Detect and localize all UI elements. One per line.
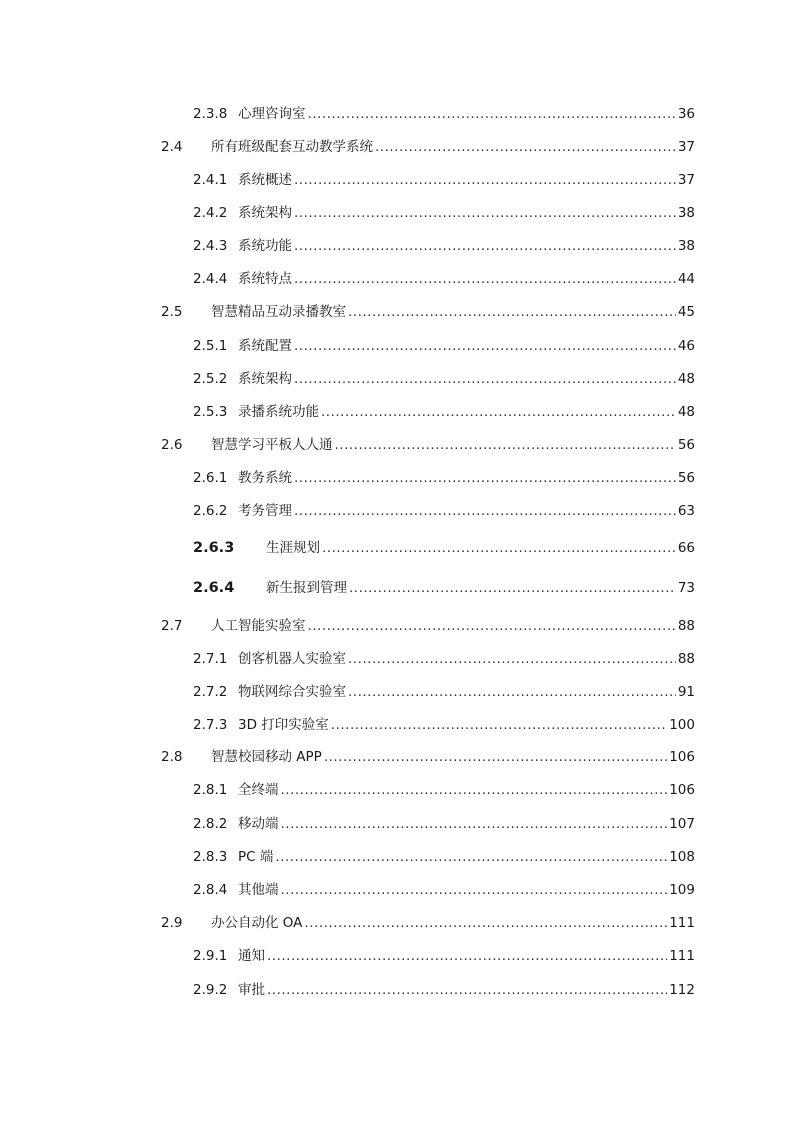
dot-leader xyxy=(294,368,676,390)
toc-entry-page: 109 xyxy=(669,882,695,898)
toc-entry-title: 心理咨询室 xyxy=(238,106,306,122)
toc-entry[interactable] xyxy=(0,467,794,489)
toc-entry[interactable] xyxy=(0,912,794,934)
toc-entry[interactable] xyxy=(0,979,794,1001)
toc-entry-number: 2.4.4 xyxy=(193,271,228,287)
toc-entry[interactable] xyxy=(0,202,794,224)
toc-entry-number: 2.7.2 xyxy=(193,684,228,700)
toc-entry[interactable] xyxy=(0,368,794,390)
dot-leader xyxy=(267,979,667,1001)
dot-leader xyxy=(304,912,667,934)
toc-entry-title: 3D 打印实验室 xyxy=(238,717,329,733)
toc-entry[interactable] xyxy=(0,268,794,290)
toc-entry-page: 73 xyxy=(677,580,695,596)
toc-entry-page: 45 xyxy=(677,304,695,320)
toc-entry-title: 所有班级配套互动教学系统 xyxy=(211,139,373,155)
dot-leader xyxy=(267,945,667,967)
toc-entry-title: 其他端 xyxy=(238,882,279,898)
toc-entry[interactable] xyxy=(0,335,794,357)
toc-entry-number: 2.4.3 xyxy=(193,238,228,254)
dot-leader xyxy=(294,169,676,191)
toc-entry-number: 2.7 xyxy=(161,618,183,634)
toc-entry[interactable] xyxy=(0,746,794,768)
toc-entry-page: 38 xyxy=(677,205,695,221)
toc-entry-title: 移动端 xyxy=(238,816,279,832)
toc-entry-title: 人工智能实验室 xyxy=(211,618,306,634)
toc-entry-page: 88 xyxy=(677,651,695,667)
toc-entry-number: 2.5.3 xyxy=(193,404,228,420)
dot-leader xyxy=(281,779,668,801)
toc-entry[interactable] xyxy=(0,103,794,125)
toc-entry-title: 生涯规划 xyxy=(266,540,320,556)
toc-entry-number: 2.8.1 xyxy=(193,782,228,798)
toc-entry-title: 系统配置 xyxy=(238,338,292,354)
toc-entry-page: 112 xyxy=(669,982,695,998)
toc-entry-title: 系统架构 xyxy=(238,205,292,221)
dot-leader xyxy=(335,434,676,456)
dot-leader xyxy=(294,202,676,224)
toc-entry[interactable] xyxy=(0,813,794,835)
toc-entry-number: 2.4 xyxy=(161,139,183,155)
toc-entry-title: 办公自动化 OA xyxy=(211,915,303,931)
dot-leader xyxy=(324,746,667,768)
toc-entry-number: 2.9.2 xyxy=(193,982,228,998)
toc-entry-page: 37 xyxy=(677,139,695,155)
toc-entry-page: 106 xyxy=(669,749,695,765)
dot-leader xyxy=(349,577,676,599)
toc-entry-page: 36 xyxy=(677,106,695,122)
toc-entry-title: 通知 xyxy=(238,948,265,964)
toc-entry-title: 物联网综合实验室 xyxy=(238,684,346,700)
dot-leader xyxy=(308,615,676,637)
dot-leader xyxy=(308,103,676,125)
toc-entry-page: 37 xyxy=(677,172,695,188)
toc-entry[interactable] xyxy=(0,879,794,901)
dot-leader xyxy=(294,335,676,357)
toc-entry-title: 系统架构 xyxy=(238,371,292,387)
dot-leader xyxy=(294,500,676,522)
toc-entry-page: 66 xyxy=(677,540,695,556)
toc-entry-page: 38 xyxy=(677,238,695,254)
toc-entry-page: 44 xyxy=(677,271,695,287)
dot-leader xyxy=(294,467,676,489)
dot-leader xyxy=(375,136,676,158)
toc-entry-page: 111 xyxy=(669,915,695,931)
toc-entry-title: 审批 xyxy=(238,982,265,998)
dot-leader xyxy=(348,648,676,670)
toc-entry-number: 2.8 xyxy=(161,749,183,765)
toc-entry[interactable] xyxy=(0,401,794,423)
toc-entry-title: 全终端 xyxy=(238,782,279,798)
toc-entry-title: 录播系统功能 xyxy=(238,404,319,420)
toc-entry-title: 智慧校园移动 APP xyxy=(211,749,322,765)
toc-entry-page: 63 xyxy=(677,503,695,519)
toc-entry-number: 2.4.1 xyxy=(193,172,228,188)
toc-entry-page: 111 xyxy=(669,948,695,964)
dot-leader xyxy=(322,537,676,559)
toc-entry[interactable] xyxy=(0,136,794,158)
toc-entry-title: 考务管理 xyxy=(238,503,292,519)
toc-entry-title: PC 端 xyxy=(238,849,274,865)
toc-entry-page: 88 xyxy=(677,618,695,634)
toc-entry-number: 2.5.2 xyxy=(193,371,228,387)
toc-entry[interactable] xyxy=(0,714,794,736)
toc-entry-number: 2.5 xyxy=(161,304,183,320)
dot-leader xyxy=(294,268,676,290)
toc-entry-title: 系统概述 xyxy=(238,172,292,188)
dot-leader xyxy=(281,879,668,901)
toc-entry[interactable] xyxy=(0,846,794,868)
toc-entry-number: 2.6.1 xyxy=(193,470,228,486)
toc-entry-title: 新生报到管理 xyxy=(266,580,347,596)
toc-entry-title: 教务系统 xyxy=(238,470,292,486)
toc-entry-number: 2.7.1 xyxy=(193,651,228,667)
toc-entry-number: 2.8.2 xyxy=(193,816,228,832)
toc-entry-page: 48 xyxy=(677,371,695,387)
toc-entry-page: 106 xyxy=(669,782,695,798)
toc-entry-number: 2.6 xyxy=(161,437,183,453)
toc-entry-page: 56 xyxy=(677,470,695,486)
toc-entry-page: 107 xyxy=(669,816,695,832)
toc-entry-page: 56 xyxy=(677,437,695,453)
toc-entry[interactable] xyxy=(0,434,794,456)
toc-entry[interactable] xyxy=(0,648,794,670)
dot-leader xyxy=(321,401,676,423)
toc-entry-number: 2.8.4 xyxy=(193,882,228,898)
dot-leader xyxy=(294,235,676,257)
toc-entry-number: 2.6.3 xyxy=(193,540,235,556)
toc-entry-page: 108 xyxy=(669,849,695,865)
toc-entry-page: 100 xyxy=(669,717,695,733)
toc-entry-title: 智慧学习平板人人通 xyxy=(211,437,333,453)
toc-entry-title: 系统特点 xyxy=(238,271,292,287)
toc-entry-number: 2.3.8 xyxy=(193,106,228,122)
toc-entry[interactable] xyxy=(0,301,794,323)
toc-entry[interactable] xyxy=(0,681,794,703)
toc-entry[interactable] xyxy=(0,577,794,599)
toc-entry-number: 2.4.2 xyxy=(193,205,228,221)
toc-entry[interactable] xyxy=(0,169,794,191)
toc-entry[interactable] xyxy=(0,537,794,559)
toc-entry-number: 2.9 xyxy=(161,915,183,931)
dot-leader xyxy=(331,714,667,736)
toc-entry-number: 2.6.2 xyxy=(193,503,228,519)
toc-entry[interactable] xyxy=(0,779,794,801)
toc-entry-page: 91 xyxy=(677,684,695,700)
toc-entry[interactable] xyxy=(0,500,794,522)
toc-entry[interactable] xyxy=(0,945,794,967)
toc-entry-title: 智慧精品互动录播教室 xyxy=(211,304,346,320)
toc-entry-page: 48 xyxy=(677,404,695,420)
dot-leader xyxy=(275,846,667,868)
toc-entry-page: 46 xyxy=(677,338,695,354)
toc-entry-title: 创客机器人实验室 xyxy=(238,651,346,667)
dot-leader xyxy=(281,813,668,835)
toc-entry-number: 2.7.3 xyxy=(193,717,228,733)
dot-leader xyxy=(348,301,676,323)
dot-leader xyxy=(348,681,676,703)
toc-entry[interactable] xyxy=(0,615,794,637)
toc-entry-number: 2.6.4 xyxy=(193,580,235,596)
toc-entry-number: 2.5.1 xyxy=(193,338,228,354)
toc-entry-number: 2.8.3 xyxy=(193,849,228,865)
toc-entry-title: 系统功能 xyxy=(238,238,292,254)
toc-entry[interactable] xyxy=(0,235,794,257)
toc-entry-number: 2.9.1 xyxy=(193,948,228,964)
